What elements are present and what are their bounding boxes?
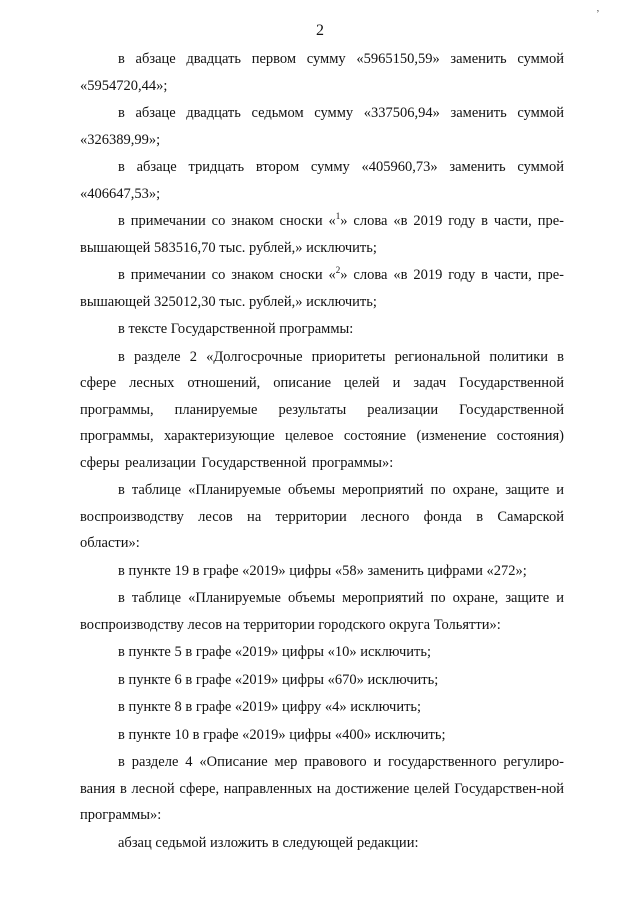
paragraph: в пункте 5 в графе «2019» цифры «10» исключить;	[118, 644, 431, 660]
paragraph: в абзаце двадцать первом сумму «5965150,59» заменить суммой «5954720,44»;	[80, 51, 564, 94]
paragraph: в пункте 19 в графе «2019» цифры «58» заменить цифрами «272»;	[118, 562, 527, 579]
footnote-marker: 1	[335, 211, 341, 222]
paragraph: абзац седьмой изложить в следующей редакции:	[118, 834, 419, 851]
paragraph: в таблице «Планируемые объемы мероприятий по охране, защите и воспроизводству лесов на территории городского округа Тольятти»:	[80, 590, 564, 633]
paragraph: в абзаце двадцать седьмом сумму «337506,94» заменить суммой «326389,99»;	[80, 105, 564, 148]
document-body	[80, 46, 564, 857]
paragraph-footnote-2: в примечании со знаком сноски «$^2$» слова «в 2019 году в части, пре-вышающей 325012,30 тыс. рублей,» исключить;	[80, 265, 564, 310]
paragraph-footnote-1: в примечании со знаком сноски «$^1$» слова «в 2019 году в части, пре-вышающей 583516,70 тыс. рублей,» исключить;	[80, 211, 564, 256]
corner-mark: ’	[596, 8, 600, 20]
paragraph: в абзаце тридцать втором сумму «405960,73» заменить суммой «406647,53»;	[80, 159, 564, 202]
paragraph: в разделе 2 «Долгосрочные приоритеты региональной политики в сфере лесных отношений, описание целей и задач Государственной программы, планируемые результаты реализации Государственной программы, характеризующие целевое состояние (изменение состояния) сферы реализации Государственной программы»:	[80, 348, 564, 471]
page-number: 2	[316, 22, 324, 39]
paragraph: в тексте Государственной программы:	[118, 321, 354, 337]
paragraph: в пункте 6 в графе «2019» цифры «670» исключить;	[118, 671, 439, 688]
paragraph: в таблице «Планируемые объемы мероприятий по охране, защите и воспроизводству лесов на территории лесного фонда в Самарской области»:	[80, 482, 564, 551]
paragraph: в разделе 4 «Описание мер правового и государственного регулиро-вания в лесной сфере, направленных на достижение целей Государствен-ной программы»:	[80, 754, 564, 823]
paragraph: в пункте 8 в графе «2019» цифру «4» исключить;	[118, 699, 422, 715]
footnote-marker: 2	[335, 265, 341, 276]
paragraph: в пункте 10 в графе «2019» цифры «400» исключить;	[118, 726, 446, 743]
